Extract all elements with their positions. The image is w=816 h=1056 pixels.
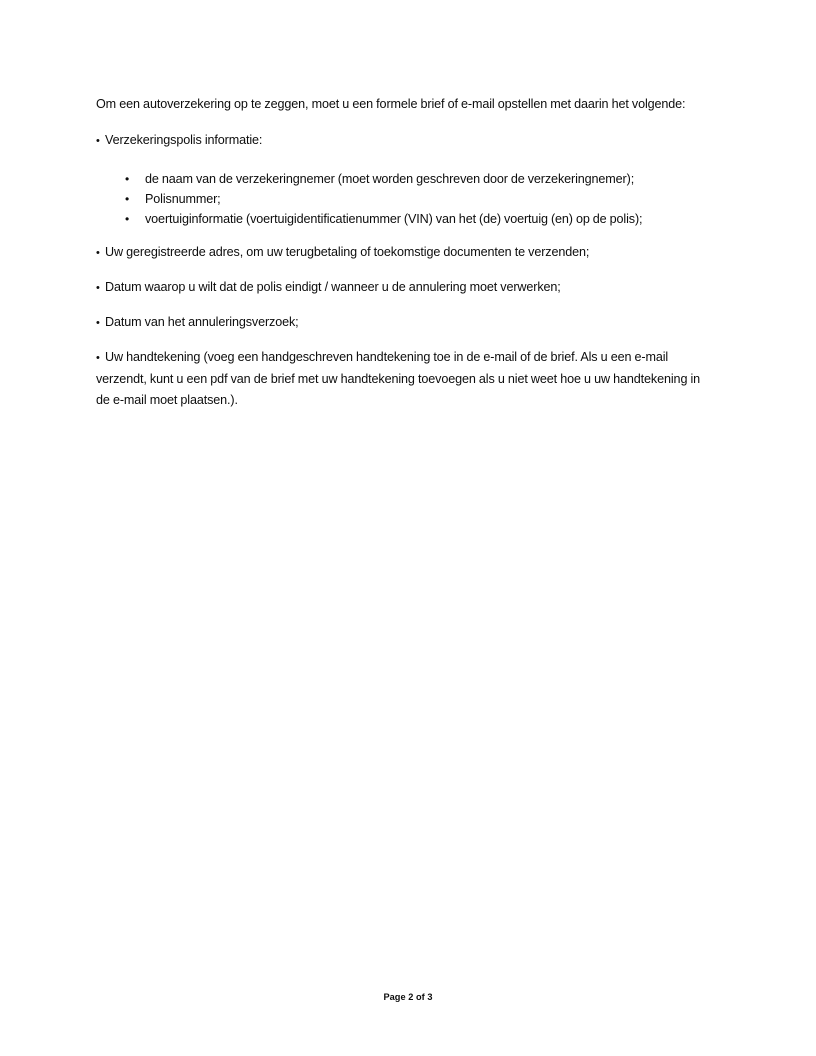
sub-bullet-marker-icon: •: [125, 212, 130, 226]
bullet-marker-icon: •: [96, 247, 100, 259]
list-item-text: Polisnummer;: [145, 192, 221, 206]
list-item-text: de naam van de verzekeringnemer (moet worden geschreven door de verzekeringnemer);: [145, 172, 635, 186]
bullet-registered-address: [96, 242, 712, 264]
bullet-marker-icon: •: [96, 352, 100, 364]
bullet-marker-icon: •: [96, 317, 100, 329]
bullet-signature-text: Uw handtekening (voeg een handgeschreven handtekening toe in de e-mail of de brief. Als u een e-mail verzendt, kunt u een pdf van de brief met uw handtekening toevoegen als u niet weet hoe u uw handtekening in de e-mail moet plaatsen.).: [96, 350, 701, 407]
bullet-policy-end-date: [96, 277, 712, 299]
list-item: [96, 169, 712, 189]
list-item-text: voertuiginformatie (voertuigidentificatienummer (VIN) van het (de) voertuig (en) op de polis);: [145, 212, 643, 226]
bullet-marker-icon: •: [96, 135, 100, 147]
list-item: [96, 209, 712, 229]
page-footer: Page 2 of 3: [383, 992, 433, 1002]
bullet-policy-info-heading-text: Verzekeringspolis informatie:: [105, 133, 263, 147]
sub-bullet-marker-icon: •: [125, 172, 130, 186]
bullet-marker-icon: •: [96, 282, 100, 294]
intro-paragraph: Om een autoverzekering op te zeggen, moet u een formele brief of e-mail opstellen met daarin het volgende:: [96, 97, 686, 111]
list-item: [96, 189, 712, 209]
document-body: [96, 94, 712, 424]
bullet-policy-end-date-text: Datum waarop u wilt dat de polis eindigt / wanneer u de annulering moet verwerken;: [105, 280, 561, 294]
bullet-cancellation-request-date-text: Datum van het annuleringsverzoek;: [105, 315, 299, 329]
sub-bullet-marker-icon: •: [125, 192, 130, 206]
bullet-registered-address-text: Uw geregistreerde adres, om uw terugbetaling of toekomstige documenten te verzenden;: [105, 245, 590, 259]
bullet-cancellation-request-date: [96, 312, 712, 334]
bullet-policy-info-heading: [96, 130, 712, 152]
bullet-signature: [96, 347, 712, 411]
policy-info-sublist: [96, 169, 712, 229]
